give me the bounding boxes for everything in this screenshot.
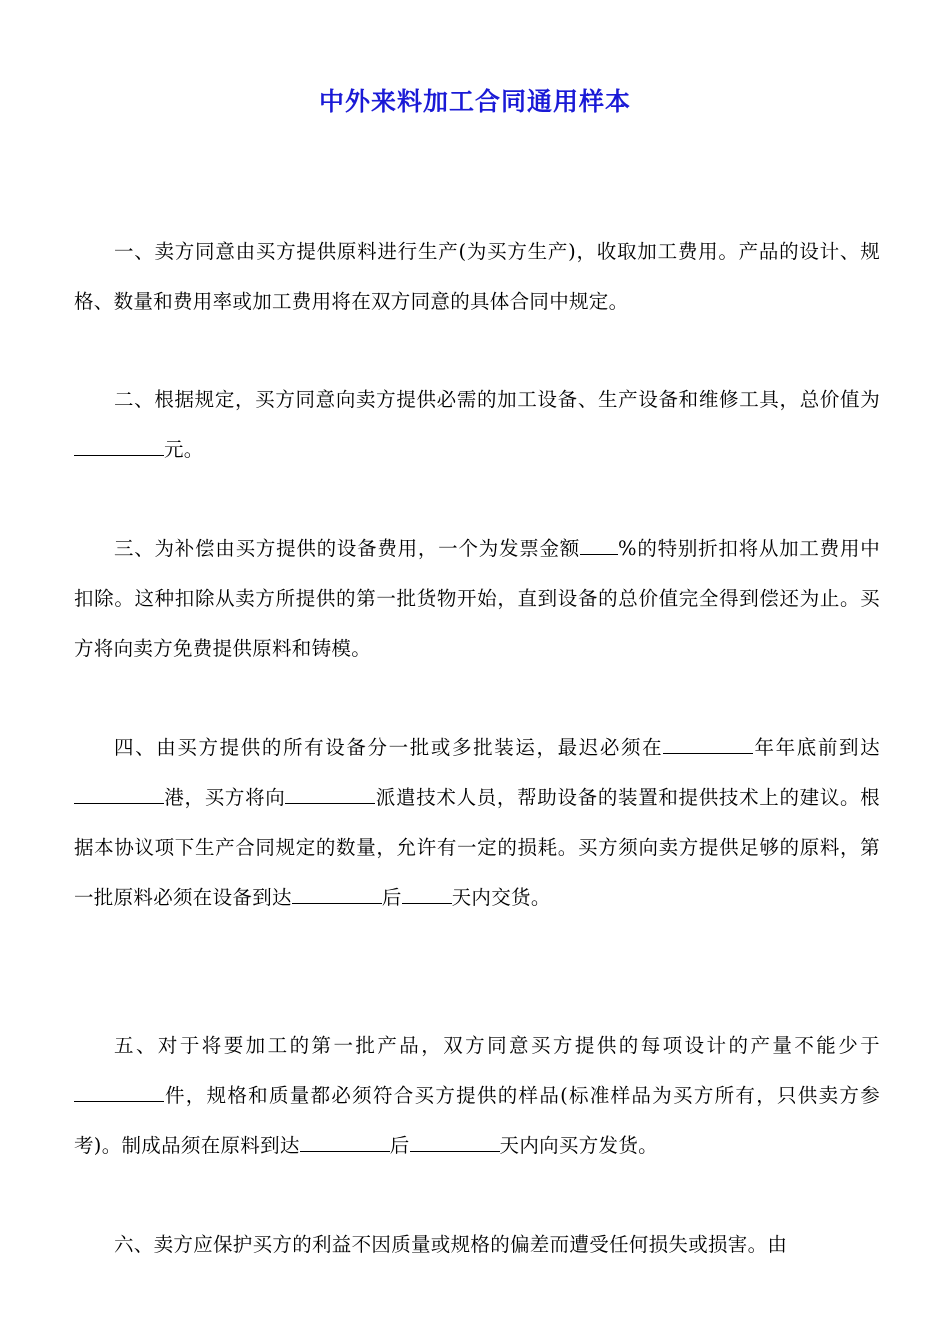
clause-4-text-a: 四、由买方提供的所有设备分一批或多批装运，最迟必须在 [114,736,664,759]
material-arrival-blank [300,1133,390,1152]
clause-3 [74,524,880,674]
shipment-days-blank [410,1133,500,1152]
clause-4-text-c: 港，买方将向 [164,786,286,809]
document-title: 中外来料加工合同通用样本 [318,87,631,116]
clause-4-text-e: 后 [381,886,402,909]
clause-1 [74,227,880,327]
clause-5-text-a: 五、对于将要加工的第一批产品，双方同意买方提供的每项设计的产量不能少于 [114,1034,880,1057]
clause-2 [74,375,880,475]
port-blank [74,785,164,804]
clause-5-text-b: 件，规格和质量都必须符合买方提供的样品(标准样品为买方所有，只供卖方参考)。制成品须在原料到达 [74,1084,880,1157]
clause-2-text-a: 二、根据规定，买方同意向卖方提供必需的加工设备、生产设备和维修工具，总价值为 [114,388,880,411]
clause-5-text-d: 天内向买方发货。 [499,1134,658,1157]
clause-6-text: 六、卖方应保护买方的利益不因质量或规格的偏差而遭受任何损失或损害。由 [114,1233,788,1256]
clause-3-text-b: %的特别折扣将从加工费用中扣除。这种扣除从卖方所提供的第一批货物开始，直到设备的总价值完全得到偿还为止。买方将向卖方免费提供原料和铸模。 [74,537,880,660]
arrival-place-blank [292,885,382,904]
clause-5-text-c: 后 [389,1134,410,1157]
clause-4 [74,723,880,923]
clause-6 [74,1220,880,1270]
destination-blank [285,785,375,804]
delivery-days-blank [402,885,452,904]
clause-5 [74,1021,880,1171]
clause-2-text-b: 元。 [164,438,204,461]
quantity-blank [74,1083,164,1102]
clause-4-text-d: 派遣技术人员，帮助设备的装置和提供技术上的建议。根据本协议项下生产合同规定的数量，允许有一定的损耗。买方须向卖方提供足够的原料，第一批原料必须在设备到达 [74,786,880,909]
clause-4-text-b: 年年底前到达 [753,736,880,759]
clause-4-text-f: 天内交货。 [451,886,551,909]
year-blank [663,735,753,754]
discount-percent-blank [580,536,618,555]
total-value-blank [74,437,164,456]
clause-3-text-a: 三、为补偿由买方提供的设备费用，一个为发票金额 [114,537,581,560]
clause-1-text: 一、卖方同意由买方提供原料进行生产(为买方生产)，收取加工费用。产品的设计、规格、数量和费用率或加工费用将在双方同意的具体合同中规定。 [74,240,880,313]
